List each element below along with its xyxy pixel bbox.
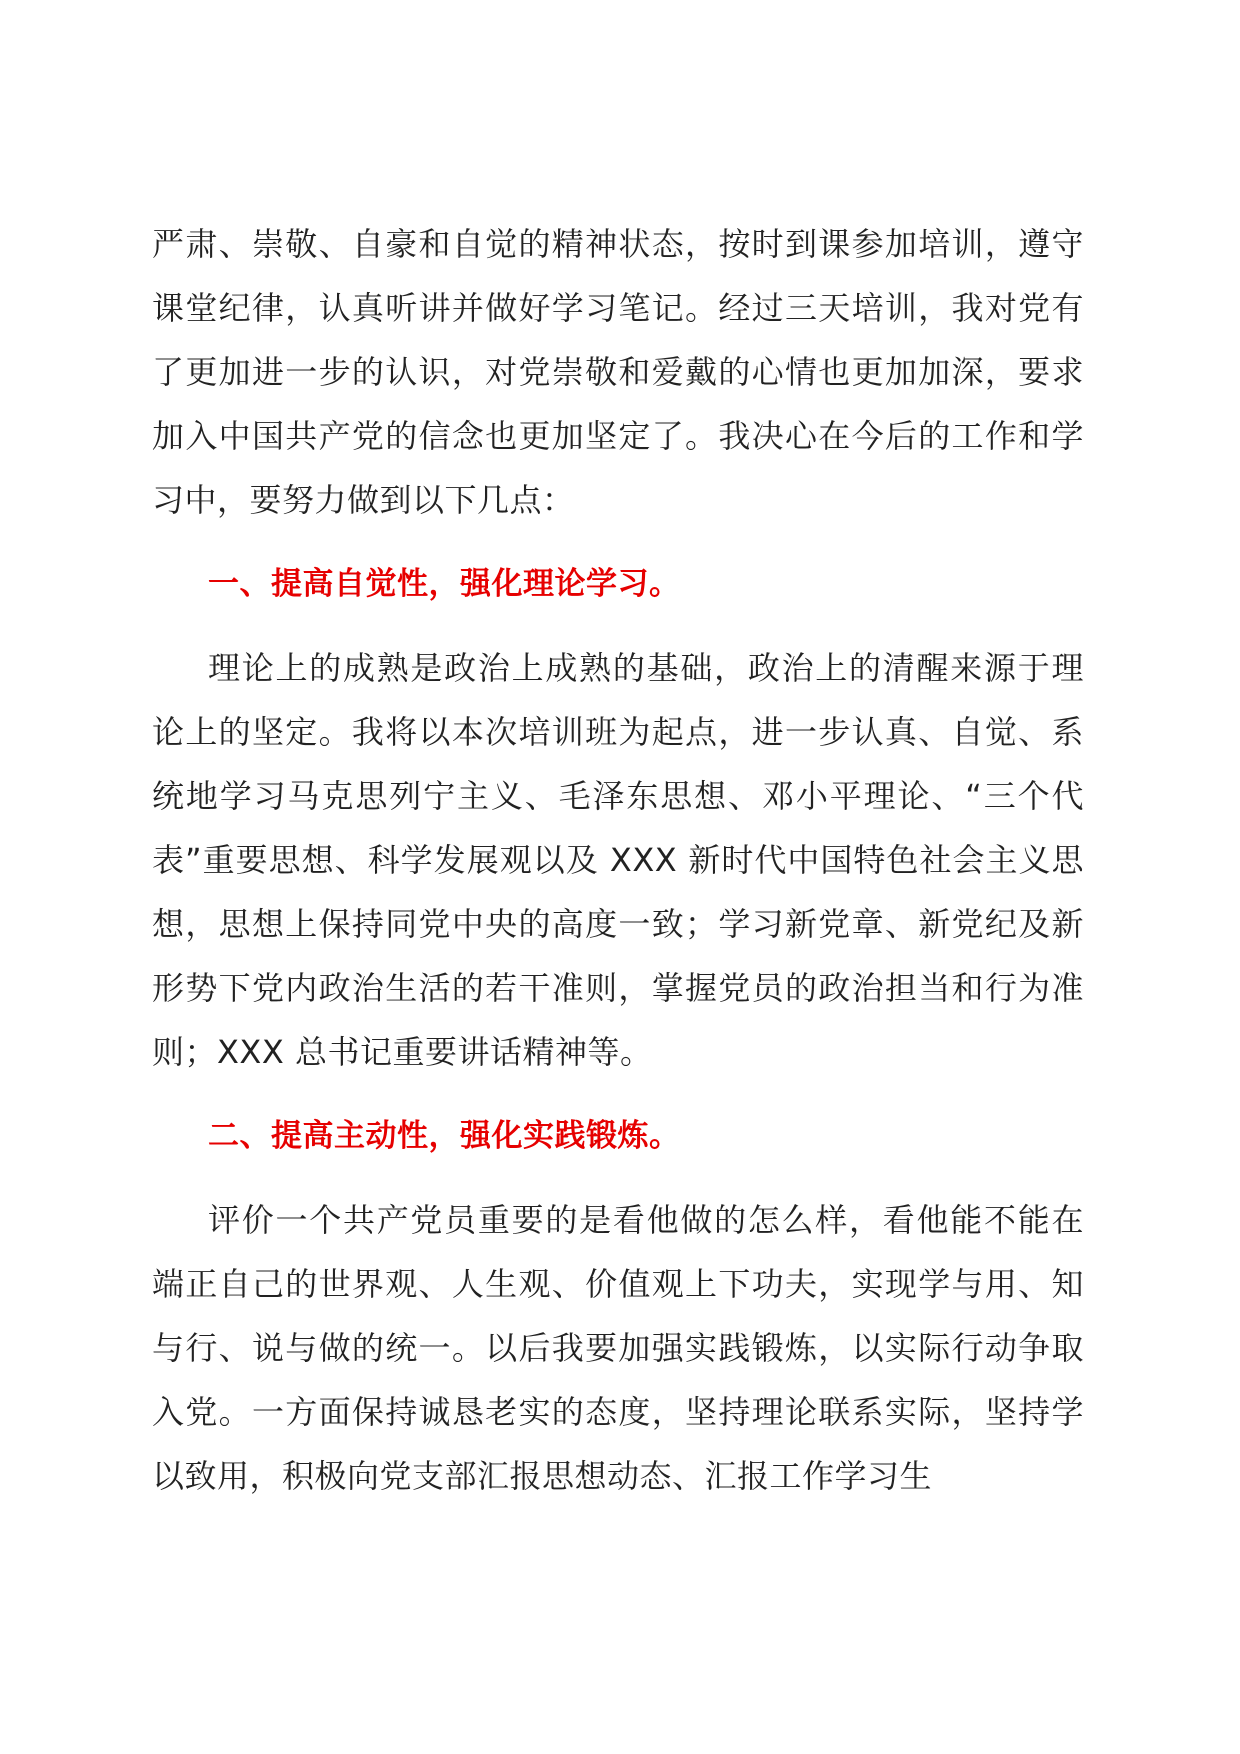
section-heading-2: 二、提高主动性，强化实践锻炼。 <box>208 1118 681 1154</box>
body-paragraph-2: 理论上的成熟是政治上成熟的基础，政治上的清醒来源于理论上的坚定。我将以本次培训班为起点，进一步认真、自觉、系统地学习马克思列宁主义、毛泽东思想、邓小平理论、“三个代表”重要思想、科学发展观以及 XXX 新时代中国特色社会主义思想，思想上保持同党中央的高度一致；学习新党章、新党纪及新形势下党内政治生活的若干准则，掌握党员的政治担当和行为准则；XXX 总书记重要讲话精神等。 <box>152 649 1084 1071</box>
document-body <box>152 212 1084 1508</box>
body-paragraph-3: 评价一个共产党员重要的是看他做的怎么样，看他能不能在端正自己的世界观、人生观、价值观上下功夫，实现学与用、知与行、说与做的统一。以后我要加强实践锻炼，以实际行动争取入党。一方面保持诚恳老实的态度，坚持理论联系实际，坚持学以致用，积极向党支部汇报思想动态、汇报工作学习生 <box>152 1201 1084 1495</box>
spacer <box>152 1168 1084 1188</box>
spacer <box>152 616 1084 636</box>
spacer <box>152 532 1084 552</box>
section-heading-1: 一、提高自觉性，强化理论学习。 <box>208 566 681 602</box>
spacer <box>152 1084 1084 1104</box>
body-paragraph-1: 严肃、崇敬、自豪和自觉的精神状态，按时到课参加培训，遵守课堂纪律，认真听讲并做好学习笔记。经过三天培训，我对党有了更加进一步的认识，对党崇敬和爱戴的心情也更加加深，要求加入中国共产党的信念也更加坚定了。我决心在今后的工作和学习中，要努力做到以下几点： <box>152 225 1084 519</box>
